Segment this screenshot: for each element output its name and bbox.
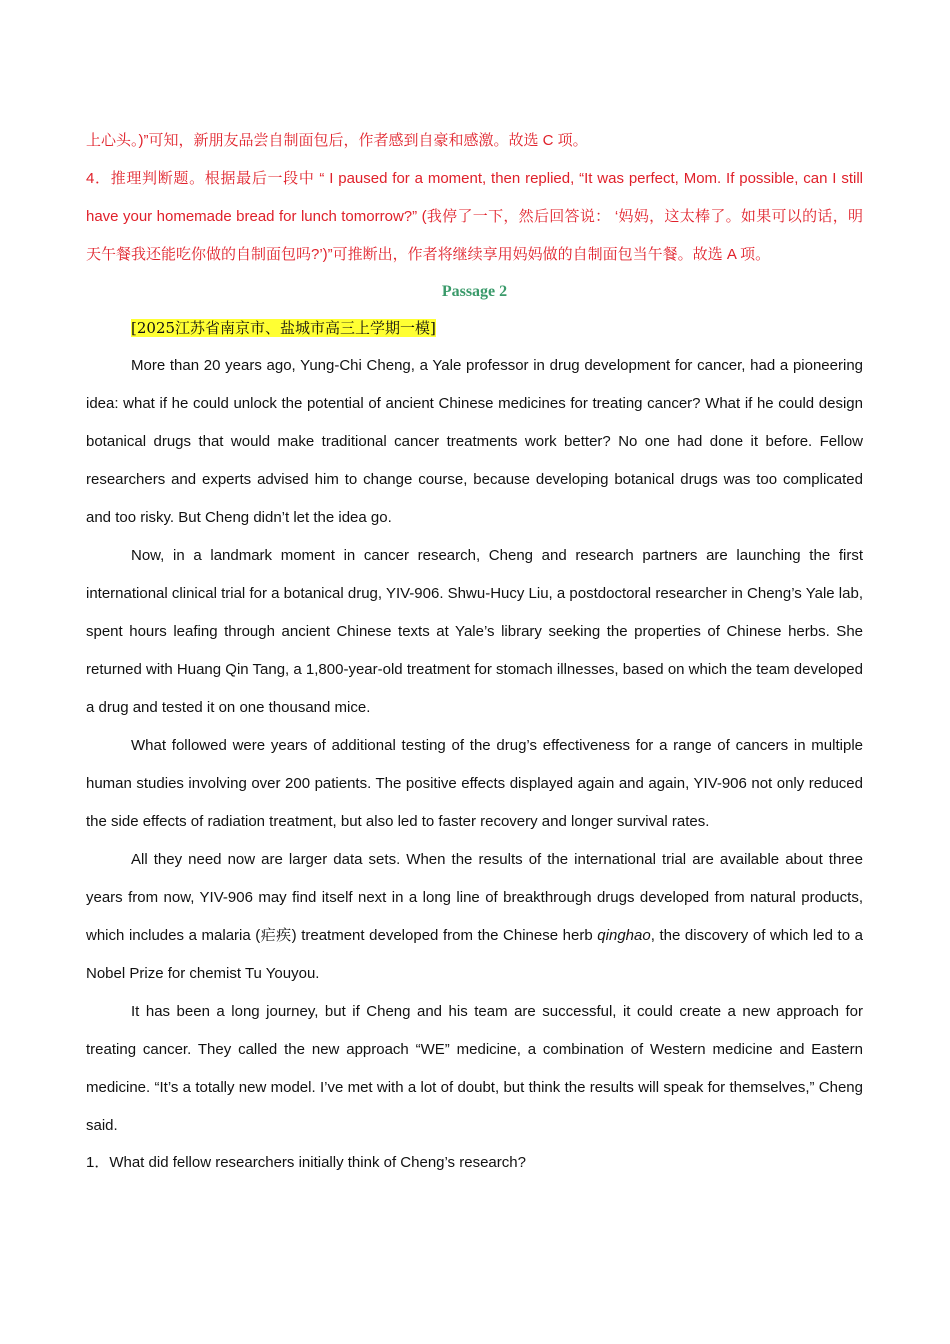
paragraph-4-text-b: , the discovery of which led to a Nobel Prize for chemist Tu Youyou. bbox=[86, 927, 863, 982]
question-1: 1．What did fellow researchers initially think of Cheng’s research? bbox=[86, 1154, 526, 1171]
answer-explanation-4: 4．推理判断题。根据最后一段中 “ I paused for a moment, then replied, “It was perfect, Mom. If possible, can I still have your homemade bread for lunch tomorrow?” (我停了一下，然后回答说： ‘妈妈，这太棒了。如果可以的话，明天午餐我还能吃你做的自制面包吗?’)”可推断出，作者将继续享用妈妈做的自制面包当午餐。故选 A 项。 bbox=[86, 170, 863, 263]
passage-paragraph-4 bbox=[86, 841, 863, 993]
passage-paragraph-1: More than 20 years ago, Yung-Chi Cheng, a Yale professor in drug development for cancer, had a pioneering idea: what if he could unlock the potential of ancient Chinese medicines for treating cancer? What if he could design botanical drugs that would make traditional cancer treatments work better? No one had done it before. Fellow researchers and experts advised him to change course, because developing botanical drugs was too complicated and too risky. But Cheng didn’t let the idea go. bbox=[86, 357, 863, 526]
paragraph-4-text-a: All they need now are larger data sets. When the results of the international trial are available about three years from now, YIV-906 may find itself next in a long line of breakthrough drugs developed from natural products, which includes a malaria (疟疾) treatment developed from the Chinese herb bbox=[86, 851, 863, 944]
passage-source bbox=[131, 310, 863, 347]
passage-paragraph-3: What followed were years of additional testing of the drug’s effectiveness for a range of cancers in multiple human studies involving over 200 patients. The positive effects displayed again and again, YIV-906 not only reduced the side effects of radiation treatment, but also led to faster recovery and longer survival rates. bbox=[86, 737, 863, 830]
source-highlight: [2025江苏省南京市、盐城市高三上学期一模] bbox=[131, 319, 436, 337]
herb-name: qinghao bbox=[597, 927, 651, 944]
document-page bbox=[86, 122, 863, 1181]
passage-paragraph-2: Now, in a landmark moment in cancer research, Cheng and research partners are launching the first international clinical trial for a botanical drug, YIV-906. Shwu-Hucy Liu, a postdoctoral researcher in Cheng’s Yale lab, spent hours leafing through ancient Chinese texts at Yale’s library seeking the properties of Chinese herbs. She returned with Huang Qin Tang, a 1,800-year-old treatment for stomach illnesses, based on which the team developed a drug and tested it on one thousand mice. bbox=[86, 547, 863, 716]
passage-paragraph-5: It has been a long journey, but if Cheng and his team are successful, it could create a new approach for treating cancer. They called the new approach “WE” medicine, a combination of Western medicine and Eastern medicine. “It’s a totally new model. I’ve met with a lot of doubt, but think the results will speak for themselves,” Cheng said. bbox=[86, 1003, 863, 1134]
passage-title: Passage 2 bbox=[441, 283, 508, 300]
answer-explanation-3-end: 上心头。)”可知，新朋友品尝自制面包后，作者感到自豪和感激。故选 C 项。 bbox=[86, 132, 588, 149]
